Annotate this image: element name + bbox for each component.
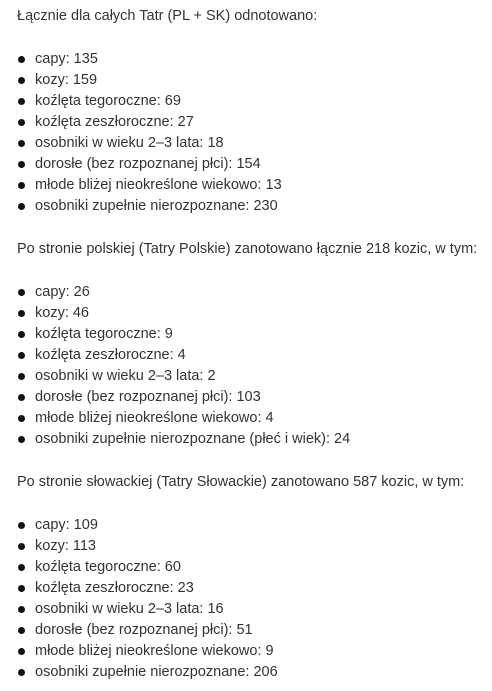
list-item-text: osobniki w wieku 2–3 lata: 16	[35, 601, 224, 617]
bullet-icon	[18, 56, 25, 63]
bullet-icon	[18, 119, 25, 126]
bullet-icon	[18, 606, 25, 613]
list-item	[17, 599, 492, 620]
bullet-icon	[18, 415, 25, 422]
list-item	[17, 641, 492, 662]
list-item-text: osobniki zupełnie nierozpoznane: 206	[35, 664, 278, 680]
list-item	[17, 49, 492, 70]
list-item-text: kozy: 113	[35, 538, 96, 554]
list-item-text: capy: 109	[35, 517, 98, 533]
list-item	[17, 196, 492, 217]
section-slovakia-list	[17, 515, 492, 683]
bullet-icon	[18, 310, 25, 317]
list-item	[17, 282, 492, 303]
list-item	[17, 515, 492, 536]
list-item	[17, 387, 492, 408]
list-item	[17, 70, 492, 91]
bullet-icon	[18, 669, 25, 676]
list-item-text: koźlęta zeszłoroczne: 27	[35, 114, 194, 130]
list-item	[17, 303, 492, 324]
list-item-text: osobniki w wieku 2–3 lata: 18	[35, 135, 224, 151]
list-item-text: koźlęta tegoroczne: 60	[35, 559, 181, 575]
spacer	[17, 260, 492, 282]
bullet-icon	[18, 373, 25, 380]
spacer	[17, 493, 492, 515]
list-item	[17, 557, 492, 578]
list-item	[17, 408, 492, 429]
list-item-text: osobniki w wieku 2–3 lata: 2	[35, 368, 216, 384]
section-slovakia-heading: Po stronie słowackiej (Tatry Słowackie) zanotowano 587 kozic, w tym:	[17, 474, 465, 490]
list-item	[17, 536, 492, 557]
bullet-icon	[18, 627, 25, 634]
bullet-icon	[18, 522, 25, 529]
list-item	[17, 366, 492, 387]
bullet-icon	[18, 140, 25, 147]
list-item	[17, 620, 492, 641]
list-item	[17, 429, 492, 450]
list-item	[17, 133, 492, 154]
spacer	[17, 217, 492, 239]
list-item-text: koźlęta zeszłoroczne: 4	[35, 347, 186, 363]
bullet-icon	[18, 77, 25, 84]
list-item-text: osobniki zupełnie nierozpoznane (płeć i wiek): 24	[35, 431, 351, 447]
bullet-icon	[18, 585, 25, 592]
list-item-text: kozy: 46	[35, 305, 89, 321]
bullet-icon	[18, 331, 25, 338]
section-poland-list	[17, 282, 492, 450]
bullet-icon	[18, 436, 25, 443]
list-item-text: capy: 135	[35, 51, 98, 67]
list-item-text: koźlęta zeszłoroczne: 23	[35, 580, 194, 596]
list-item	[17, 91, 492, 112]
spacer	[17, 450, 492, 472]
list-item	[17, 345, 492, 366]
list-item	[17, 154, 492, 175]
list-item-text: dorosłe (bez rozpoznanej płci): 51	[35, 622, 253, 638]
list-item-text: kozy: 159	[35, 72, 98, 88]
list-item-text: młode bliżej nieokreślone wiekowo: 9	[35, 643, 274, 659]
section-total-heading: Łącznie dla całych Tatr (PL + SK) odnotowano:	[17, 8, 318, 24]
bullet-icon	[18, 394, 25, 401]
bullet-icon	[18, 543, 25, 550]
list-item-text: koźlęta tegoroczne: 9	[35, 326, 173, 342]
list-item	[17, 578, 492, 599]
list-item-text: dorosłe (bez rozpoznanej płci): 103	[35, 389, 261, 405]
bullet-icon	[18, 98, 25, 105]
list-item-text: osobniki zupełnie nierozpoznane: 230	[35, 198, 278, 214]
list-item	[17, 175, 492, 196]
bullet-icon	[18, 648, 25, 655]
bullet-icon	[18, 352, 25, 359]
bullet-icon	[18, 203, 25, 210]
list-item	[17, 112, 492, 133]
section-total-list	[17, 49, 492, 217]
list-item-text: capy: 26	[35, 284, 90, 300]
list-item-text: młode bliżej nieokreślone wiekowo: 13	[35, 177, 282, 193]
bullet-icon	[18, 161, 25, 168]
list-item	[17, 662, 492, 683]
bullet-icon	[18, 182, 25, 189]
section-poland-heading: Po stronie polskiej (Tatry Polskie) zanotowano łącznie 218 kozic, w tym:	[17, 241, 478, 257]
bullet-icon	[18, 564, 25, 571]
list-item-text: dorosłe (bez rozpoznanej płci): 154	[35, 156, 261, 172]
list-item-text: młode bliżej nieokreślone wiekowo: 4	[35, 410, 274, 426]
list-item	[17, 324, 492, 345]
bullet-icon	[18, 289, 25, 296]
spacer	[17, 27, 492, 49]
list-item-text: koźlęta tegoroczne: 69	[35, 93, 181, 109]
